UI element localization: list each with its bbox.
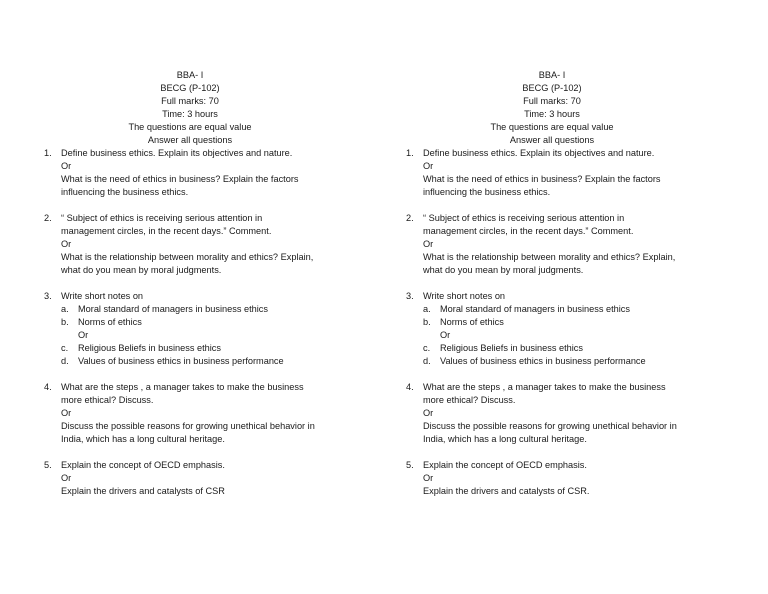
- time-allowed: Time: 3 hours: [162, 109, 218, 119]
- question-text: influencing the business ethics.: [61, 187, 189, 197]
- instruction-answer-all: Answer all questions: [147, 135, 233, 145]
- exam-copy-right: [402, 69, 712, 498]
- question-text: Discuss the possible reasons for growing unethical behavior in: [423, 421, 677, 431]
- or-separator: Or: [61, 239, 72, 249]
- or-separator: Or: [61, 473, 72, 483]
- instruction-equal-value: The questions are equal value: [128, 122, 252, 132]
- question-text: Explain the drivers and catalysts of CSR: [61, 486, 225, 496]
- question-number: 4.: [44, 382, 52, 392]
- sub-item-text: Moral standard of managers in business ethics: [78, 304, 268, 314]
- exam-copy-left: [40, 69, 350, 498]
- question-text: Define business ethics. Explain its objectives and nature.: [423, 148, 655, 158]
- question-5: [40, 459, 350, 498]
- question-text: more ethical? Discuss.: [61, 395, 154, 405]
- question-number: 2.: [44, 213, 52, 223]
- sub-item-letter: c.: [61, 343, 69, 353]
- instruction-answer-all: Answer all questions: [509, 135, 595, 145]
- sub-item-text: Religious Beliefs in business ethics: [78, 343, 221, 353]
- question-2: [402, 212, 712, 277]
- sub-item-d: [423, 355, 712, 368]
- sub-item-c: [423, 342, 712, 355]
- course-title: BBA- I: [176, 70, 204, 80]
- sub-item-letter: a.: [423, 304, 431, 314]
- or-separator: Or: [440, 330, 451, 340]
- question-number: 5.: [44, 460, 52, 470]
- question-text: more ethical? Discuss.: [423, 395, 516, 405]
- full-marks: Full marks: 70: [523, 96, 581, 106]
- or-separator: Or: [78, 330, 89, 340]
- course-title: BBA- I: [538, 70, 566, 80]
- question-3: [402, 290, 712, 368]
- question-2: [40, 212, 350, 277]
- question-4: [40, 381, 350, 446]
- sub-item-a: [423, 303, 712, 316]
- sub-item-letter: c.: [423, 343, 431, 353]
- question-5: [402, 459, 712, 498]
- question-text: What is the relationship between morality and ethics? Explain,: [61, 252, 314, 262]
- sub-item-b: [423, 316, 712, 329]
- question-1: [40, 147, 350, 199]
- paper-code: BECG (P-102): [522, 83, 582, 93]
- sub-item-a: [61, 303, 350, 316]
- question-text: India, which has a long cultural heritage.: [61, 434, 225, 444]
- instruction-equal-value: The questions are equal value: [490, 122, 614, 132]
- or-separator: Or: [61, 408, 72, 418]
- question-text: “ Subject of ethics is receiving serious attention in: [61, 213, 263, 223]
- question-text: Explain the concept of OECD emphasis.: [61, 460, 225, 470]
- time-allowed: Time: 3 hours: [524, 109, 580, 119]
- question-1: [402, 147, 712, 199]
- sub-item-letter: d.: [423, 356, 431, 366]
- question-number: 1.: [406, 148, 414, 158]
- sub-item-text: Values of business ethics in business performance: [440, 356, 646, 366]
- question-text: What is the relationship between morality and ethics? Explain,: [423, 252, 676, 262]
- sub-item-text: Norms of ethics: [440, 317, 504, 327]
- question-text: Write short notes on: [423, 291, 506, 301]
- full-marks: Full marks: 70: [161, 96, 219, 106]
- question-text: India, which has a long cultural heritage.: [423, 434, 587, 444]
- question-text: management circles, in the recent days.” Comment.: [423, 226, 634, 236]
- question-text: influencing the business ethics.: [423, 187, 551, 197]
- question-text: Discuss the possible reasons for growing unethical behavior in: [61, 421, 315, 431]
- question-number: 4.: [406, 382, 414, 392]
- sub-item-letter: b.: [61, 317, 69, 327]
- question-text: management circles, in the recent days.” Comment.: [61, 226, 272, 236]
- question-number: 3.: [44, 291, 52, 301]
- question-4: [402, 381, 712, 446]
- or-separator: Or: [423, 161, 434, 171]
- or-separator: Or: [423, 473, 434, 483]
- sub-item-text: Religious Beliefs in business ethics: [440, 343, 583, 353]
- question-number: 3.: [406, 291, 414, 301]
- question-number: 1.: [44, 148, 52, 158]
- sub-item-c: [61, 342, 350, 355]
- question-text: What are the steps , a manager takes to make the business: [423, 382, 666, 392]
- exam-header: [402, 69, 702, 147]
- sub-item-b: [61, 316, 350, 329]
- question-text: What is the need of ethics in business? Explain the factors: [423, 174, 661, 184]
- question-text: what do you mean by moral judgments.: [61, 265, 222, 275]
- sub-item-text: Values of business ethics in business performance: [78, 356, 284, 366]
- or-separator: Or: [423, 239, 434, 249]
- question-number: 2.: [406, 213, 414, 223]
- exam-header: [40, 69, 340, 147]
- question-text: What is the need of ethics in business? Explain the factors: [61, 174, 299, 184]
- sub-item-letter: b.: [423, 317, 431, 327]
- question-number: 5.: [406, 460, 414, 470]
- question-text: What are the steps , a manager takes to make the business: [61, 382, 304, 392]
- question-text: “ Subject of ethics is receiving serious attention in: [423, 213, 625, 223]
- sub-item-text: Norms of ethics: [78, 317, 142, 327]
- sub-item-d: [61, 355, 350, 368]
- or-separator: Or: [423, 408, 434, 418]
- question-text: what do you mean by moral judgments.: [423, 265, 584, 275]
- paper-code: BECG (P-102): [160, 83, 220, 93]
- question-text: Explain the drivers and catalysts of CSR.: [423, 486, 590, 496]
- sub-item-letter: a.: [61, 304, 69, 314]
- question-text: Write short notes on: [61, 291, 144, 301]
- or-separator: Or: [61, 161, 72, 171]
- question-text: Explain the concept of OECD emphasis.: [423, 460, 587, 470]
- question-text: Define business ethics. Explain its objectives and nature.: [61, 148, 293, 158]
- question-3: [40, 290, 350, 368]
- sub-item-letter: d.: [61, 356, 69, 366]
- sub-item-text: Moral standard of managers in business ethics: [440, 304, 630, 314]
